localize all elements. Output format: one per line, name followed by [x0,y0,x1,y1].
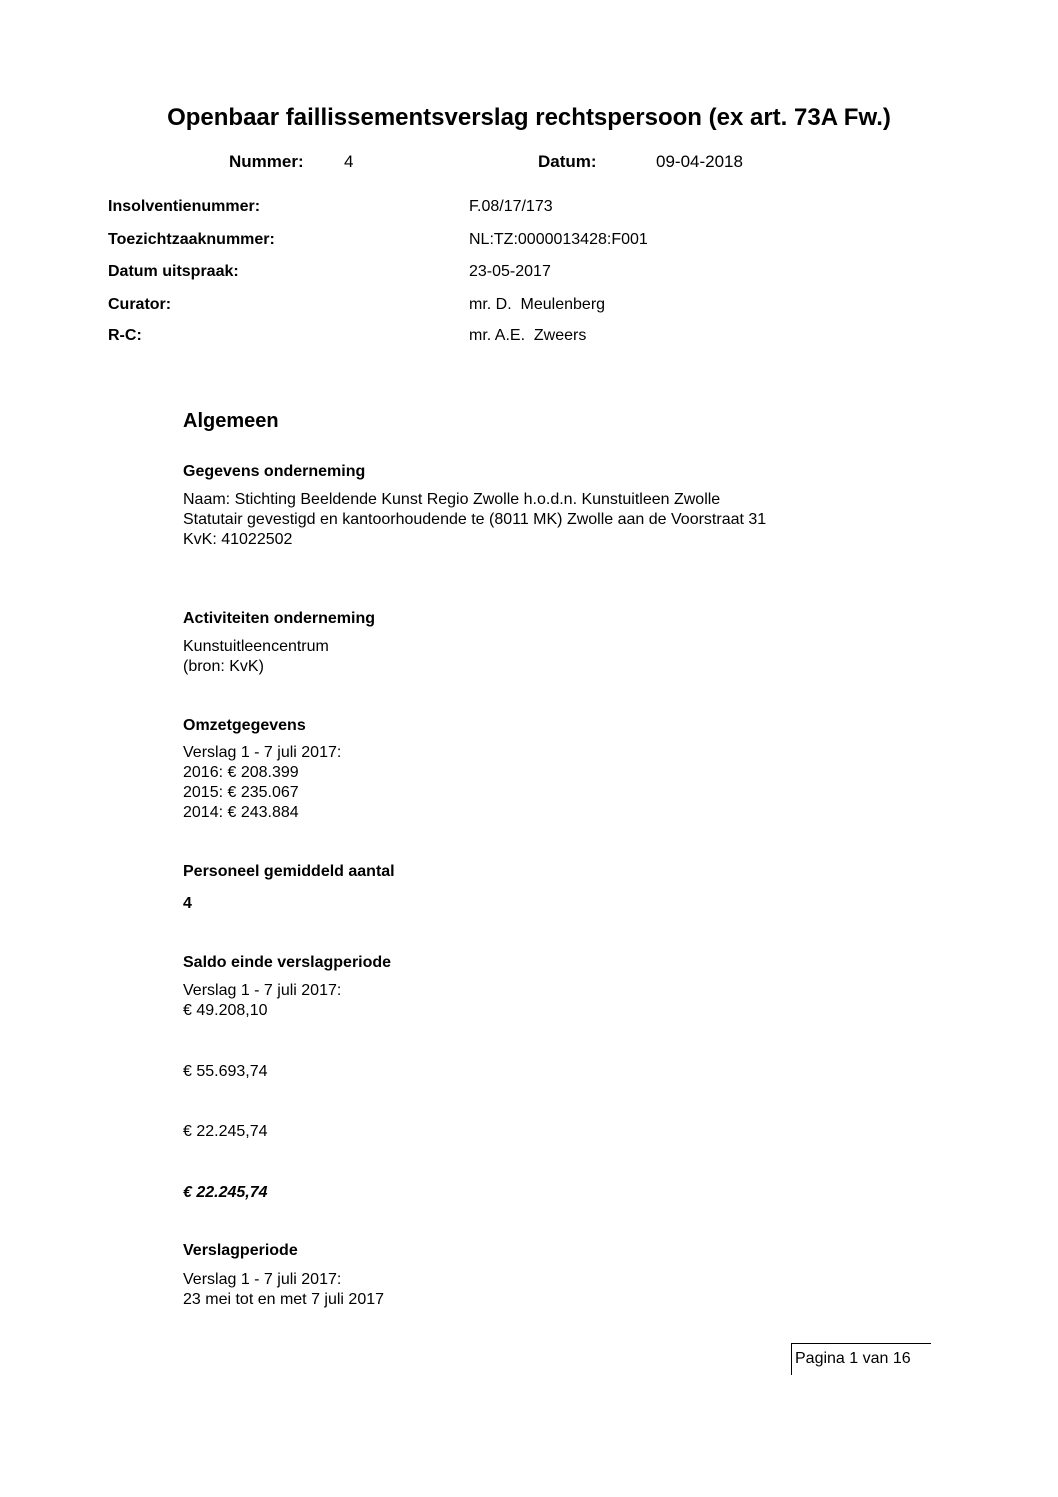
personeel-value: 4 [183,895,192,912]
periode-line: Verslag 1 - 7 juli 2017: [183,1271,342,1288]
gegevens-line: Statutair gevestigd en kantoorhoudende te (8011 MK) Zwolle aan de Voorstraat 31 [183,511,767,528]
insolventienummer-value: F.08/17/173 [469,198,553,215]
report-title: Openbaar faillissementsverslag rechtspersoon (ex art. 73A Fw.) [167,104,891,131]
page-number: Pagina 1 van 16 [791,1343,931,1375]
saldo-heading: Saldo einde verslagperiode [183,954,392,971]
gegevens-line: KvK: 41022502 [183,531,293,548]
omzet-line: 2015: € 235.067 [183,784,299,801]
activiteiten-heading: Activiteiten onderneming [183,610,376,627]
saldo-line: Verslag 1 - 7 juli 2017: [183,982,342,999]
nummer-value: 4 [344,152,354,171]
omzet-line: 2014: € 243.884 [183,804,299,821]
nummer-label: Nummer: [229,152,304,171]
curator-value: mr. D. Meulenberg [469,296,606,313]
datum-uitspraak-label: Datum uitspraak: [108,263,239,280]
datum-value: 09-04-2018 [656,152,743,171]
rc-value: mr. A.E. Zweers [469,327,587,344]
toezichtzaaknummer-label: Toezichtzaaknummer: [108,231,275,248]
section-title: Algemeen [183,410,279,432]
saldo-current: € 22.245,74 [183,1184,268,1201]
activiteiten-line: Kunstuitleencentrum [183,638,329,655]
rc-label: R-C: [108,327,142,344]
insolventienummer-label: Insolventienummer: [108,198,261,215]
curator-label: Curator: [108,296,172,313]
activiteiten-line: (bron: KvK) [183,658,264,675]
datum-uitspraak-value: 23-05-2017 [469,263,551,280]
saldo-line: € 49.208,10 [183,1002,268,1019]
omzet-heading: Omzetgegevens [183,717,306,734]
periode-line: 23 mei tot en met 7 juli 2017 [183,1291,385,1308]
omzet-line: 2016: € 208.399 [183,764,299,781]
omzet-line: Verslag 1 - 7 juli 2017: [183,744,342,761]
periode-text [183,1270,384,1310]
gegevens-line: Naam: Stichting Beeldende Kunst Regio Zwolle h.o.d.n. Kunstuitleen Zwolle [183,491,721,508]
saldo-text [183,981,341,1021]
periode-heading: Verslagperiode [183,1242,298,1259]
gegevens-text [183,490,766,550]
omzet-text [183,743,341,823]
saldo-value: € 22.245,74 [183,1123,268,1140]
personeel-heading: Personeel gemiddeld aantal [183,863,395,880]
gegevens-heading: Gegevens onderneming [183,463,366,480]
activiteiten-text [183,637,329,677]
datum-label: Datum: [538,152,597,171]
toezichtzaaknummer-value: NL:TZ:0000013428:F001 [469,231,648,248]
saldo-value: € 55.693,74 [183,1063,268,1080]
